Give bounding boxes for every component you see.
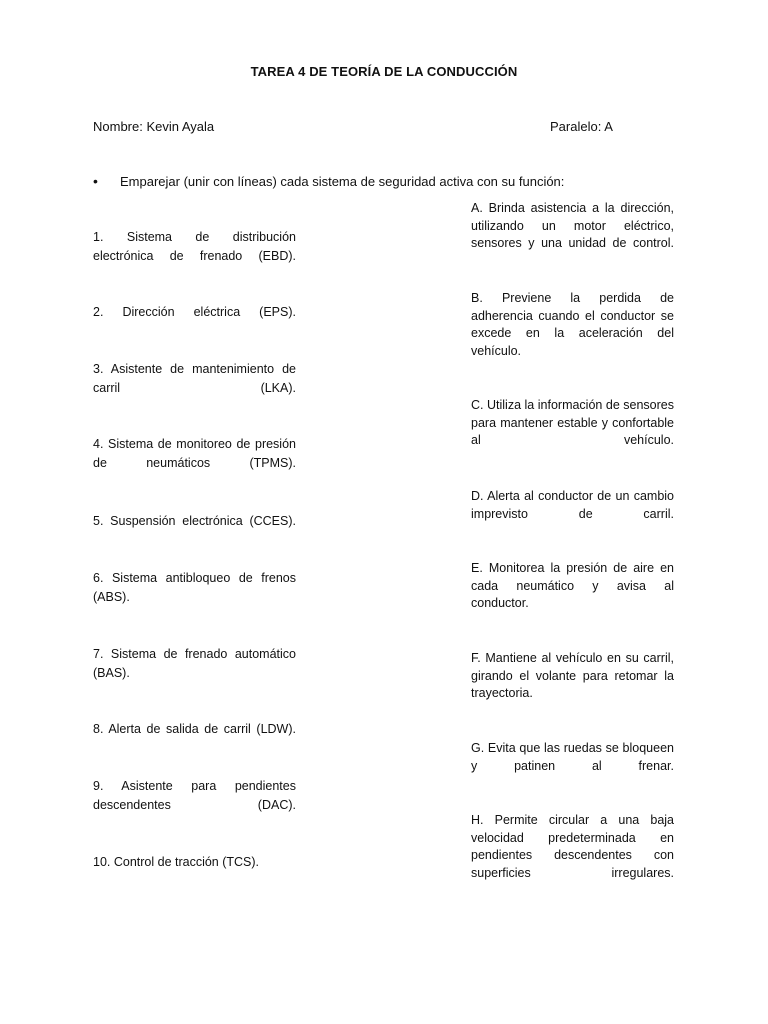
function-item: F. Mantiene al vehículo en su carril, girando el volante para retomar la trayectoria. xyxy=(471,651,674,700)
function-item: G. Evita que las ruedas se bloqueen y patinen al frenar. xyxy=(471,741,674,773)
system-item: 9. Asistente para pendientes descendentes (DAC). xyxy=(93,779,296,812)
function-item: A. Brinda asistencia a la dirección, utilizando un motor eléctrico, sensores y una unidad de control. xyxy=(471,201,674,250)
function-item: D. Alerta al conductor de un cambio imprevisto de carril. xyxy=(471,489,674,521)
system-item: 2. Dirección eléctrica (EPS). xyxy=(93,305,296,319)
class-group: Paralelo: A xyxy=(550,119,613,134)
function-item: B. Previene la perdida de adherencia cuando el conductor se excede en la aceleración del vehículo. xyxy=(471,291,674,358)
function-item: C. Utiliza la información de sensores para mantener estable y confortable al vehículo. xyxy=(471,398,674,447)
student-name: Nombre: Kevin Ayala xyxy=(93,119,215,134)
system-item: 6. Sistema antibloqueo de frenos (ABS). xyxy=(93,571,296,604)
system-item: 3. Asistente de mantenimiento de carril (LKA). xyxy=(93,362,296,395)
system-item: 7. Sistema de frenado automático (BAS). xyxy=(93,647,296,680)
bullet-icon: • xyxy=(93,173,98,189)
function-item: H. Permite circular a una baja velocidad predeterminada en pendientes descendentes con superficies irregulares. xyxy=(471,813,674,880)
system-item: 5. Suspensión electrónica (CCES). xyxy=(93,514,296,528)
document-title: TAREA 4 DE TEORÍA DE LA CONDUCCIÓN xyxy=(250,64,518,79)
instruction-text: Emparejar (unir con líneas) cada sistema de seguridad activa con su función: xyxy=(120,174,565,189)
system-item: 10. Control de tracción (TCS). xyxy=(93,855,260,869)
system-item: 1. Sistema de distribución electrónica de frenado (EBD). xyxy=(93,230,296,263)
function-item: E. Monitorea la presión de aire en cada neumático y avisa al conductor. xyxy=(471,561,674,610)
system-item: 8. Alerta de salida de carril (LDW). xyxy=(93,722,296,736)
system-item: 4. Sistema de monitoreo de presión de neumáticos (TPMS). xyxy=(93,437,296,470)
